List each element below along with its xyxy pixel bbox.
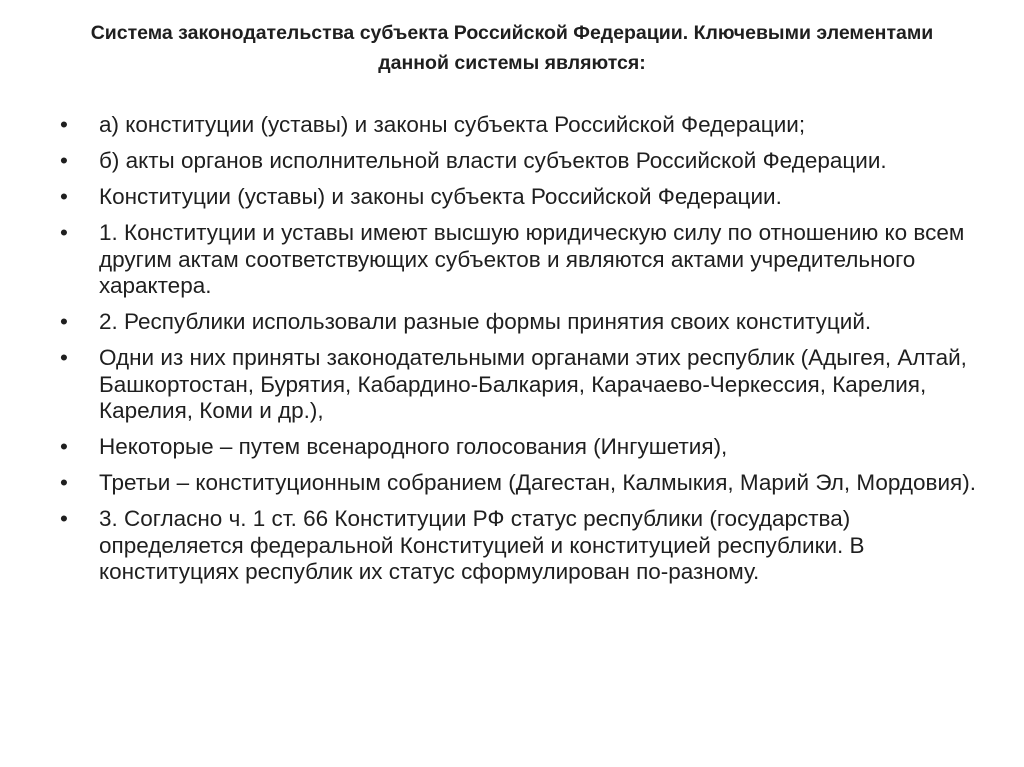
bullet-text: Одни из них приняты законодательными органами этих республик (Адыгея, Алтай, Башкортостан, Бурятия, Кабардино-Балкария, Карачаево-Черкессия, Карелия, Карелия, Коми и др.), xyxy=(99,345,967,423)
bullet-text: Третьи – конституционным собранием (Дагестан, Калмыкия, Марий Эл, Мордовия). xyxy=(99,470,976,495)
list-item xyxy=(60,470,980,497)
list-item xyxy=(60,148,980,175)
slide-title: Система законодательства субъекта Российской Федерации. Ключевыми элементами данной системы являются: xyxy=(90,22,934,74)
bullet-text: Конституции (уставы) и законы субъекта Российской Федерации. xyxy=(99,184,782,209)
bullet-list xyxy=(60,112,980,595)
bullet-text: 1. Конституции и уставы имеют высшую юридическую силу по отношению ко всем другим актам соответствующих субъектов и являются актами учредительного характера. xyxy=(99,220,965,298)
bullet-dot-icon: • xyxy=(60,434,68,459)
bullet-text: б) акты органов исполнительной власти субъектов Российской Федерации. xyxy=(99,148,887,173)
list-item xyxy=(60,506,980,586)
bullet-text: а) конституции (уставы) и законы субъекта Российской Федерации; xyxy=(99,112,806,137)
list-item xyxy=(60,309,980,336)
bullet-dot-icon: • xyxy=(60,148,68,173)
bullet-dot-icon: • xyxy=(60,309,68,334)
bullet-dot-icon: • xyxy=(60,112,68,137)
list-item xyxy=(60,434,980,461)
bullet-dot-icon: • xyxy=(60,470,68,495)
bullet-dot-icon: • xyxy=(60,184,68,209)
list-item xyxy=(60,345,980,425)
list-item xyxy=(60,184,980,211)
bullet-dot-icon: • xyxy=(60,345,68,370)
bullet-text: 2. Республики использовали разные формы принятия своих конституций. xyxy=(99,309,872,334)
bullet-dot-icon: • xyxy=(60,506,68,531)
bullet-dot-icon: • xyxy=(60,220,68,245)
bullet-text: 3. Согласно ч. 1 ст. 66 Конституции РФ статус республики (государства) определяется федеральной Конституцией и конституцией республики. В конституциях республик их статус сформулирован по-разному. xyxy=(99,506,865,584)
bullet-text: Некоторые – путем всенародного голосования (Ингушетия), xyxy=(99,434,728,459)
list-item xyxy=(60,112,980,139)
list-item xyxy=(60,220,980,300)
